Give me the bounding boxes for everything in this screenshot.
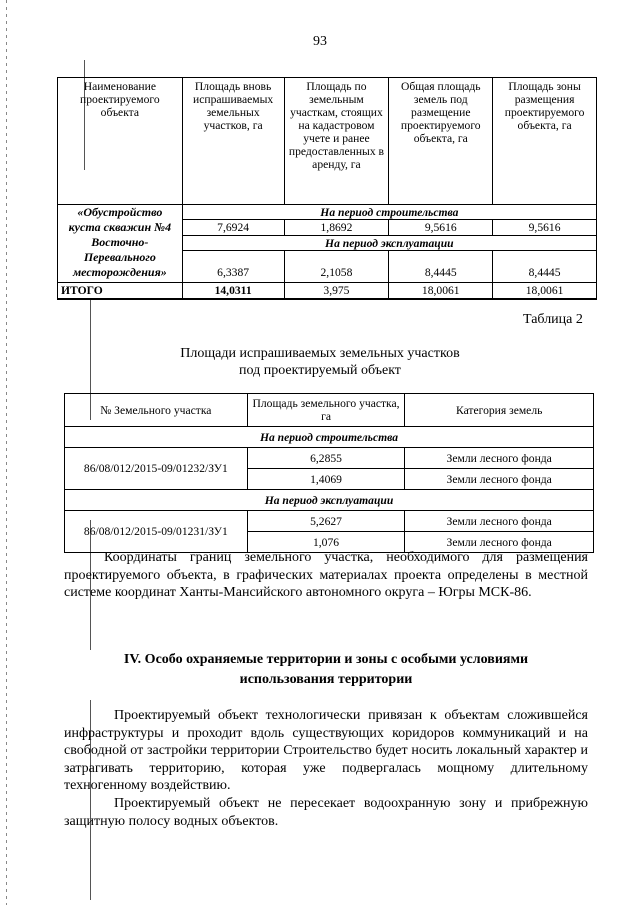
- table-cell: 18,0061: [389, 283, 493, 300]
- parcel-number-cell: 86/08/012/2015-09/01231/ЗУ1: [65, 511, 248, 553]
- table-header-row: [65, 394, 594, 427]
- table-cell: 8,4445: [493, 251, 597, 283]
- table-cell: Земли лесного фонда: [405, 469, 594, 490]
- object-name-cell: «Обустройство куста скважин №4 Восточно-Перевального месторождения»: [58, 205, 183, 283]
- table-title-line: под проектируемый объект: [239, 363, 401, 378]
- table-cell: 5,2627: [247, 511, 405, 532]
- column-header: Площадь зоны размещения проектируемого объекта, га: [493, 78, 597, 205]
- table-row: [65, 448, 594, 469]
- period-heading: На период эксплуатации: [182, 236, 596, 251]
- column-header: № Земельного участка: [65, 394, 248, 427]
- column-header: Площадь земельного участка, га: [247, 394, 405, 427]
- body-paragraph: Проектируемый объект не пересекает водоохранную зону и прибрежную защитную полосу водных объектов.: [64, 796, 588, 829]
- period-heading: На период эксплуатации: [65, 490, 594, 511]
- table-row: [58, 205, 597, 220]
- table-cell: 9,5616: [493, 220, 597, 236]
- parcel-number-cell: 86/08/012/2015-09/01232/ЗУ1: [65, 448, 248, 490]
- table-cell: 7,6924: [182, 220, 284, 236]
- table-title-line: Площади испрашиваемых земельных участков: [180, 346, 460, 361]
- total-row: [58, 283, 597, 300]
- table-number-label: Таблица 2: [523, 312, 583, 327]
- table-cell: 1,4069: [247, 469, 405, 490]
- column-header: Общая площадь земель под размещение проектируемого объекта, га: [389, 78, 493, 205]
- period-heading: На период строительства: [65, 427, 594, 448]
- column-header: Наименование проектируемого объекта: [58, 78, 183, 205]
- total-label: ИТОГО: [58, 283, 183, 300]
- column-header: Категория земель: [405, 394, 594, 427]
- table-cell: Земли лесного фонда: [405, 511, 594, 532]
- column-header: Площадь по земельным участкам, стоящих на кадастровом учете и ранее предоставленных в аренду, га: [284, 78, 389, 205]
- section-heading-line: использования территории: [239, 672, 413, 687]
- section-heading-line: IV. Особо охраняемые территории и зоны с особыми условиями: [123, 652, 529, 667]
- column-header: Площадь вновь испрашиваемых земельных участков, га: [182, 78, 284, 205]
- page-number: 93: [313, 34, 327, 49]
- binding-edge: [6, 0, 7, 905]
- table-header-row: [58, 78, 597, 205]
- table-cell: Земли лесного фонда: [405, 448, 594, 469]
- table-cell: 6,2855: [247, 448, 405, 469]
- project-area-table: [57, 77, 597, 300]
- table-cell: 18,0061: [493, 283, 597, 300]
- table-row: [65, 511, 594, 532]
- section-heading: [64, 650, 588, 690]
- table-title: [0, 345, 640, 379]
- table-cell: 1,8692: [284, 220, 389, 236]
- table-cell: 2,1058: [284, 251, 389, 283]
- table-cell: Земли лесного фонда: [405, 532, 594, 553]
- table-cell: 3,975: [284, 283, 389, 300]
- coordinates-paragraph: Координаты границ земельного участка, необходимого для размещения проектируемого объекта, в графических материалах проекта определены в местной системе координат Ханты-Мансийского автономного округа – Югры МСК-86.: [64, 550, 588, 600]
- table-row: [65, 490, 594, 511]
- table-cell: 8,4445: [389, 251, 493, 283]
- period-heading: На период строительства: [182, 205, 596, 220]
- table-cell: 14,0311: [182, 283, 284, 300]
- table-cell: 6,3387: [182, 251, 284, 283]
- land-parcel-table: [64, 393, 594, 553]
- table-cell: 1,076: [247, 532, 405, 553]
- table-cell: 9,5616: [389, 220, 493, 236]
- table-row: [65, 427, 594, 448]
- body-paragraph: Проектируемый объект технологически привязан к объектам сложившейся инфраструктуры и проходит вдоль существующих коридоров коммуникаций и на свободной от застройки территории Строительство будет носить локальный характер и затрагивать территорию, которая уже подвергалась мощному длительному техногенному воздействию.: [64, 708, 588, 793]
